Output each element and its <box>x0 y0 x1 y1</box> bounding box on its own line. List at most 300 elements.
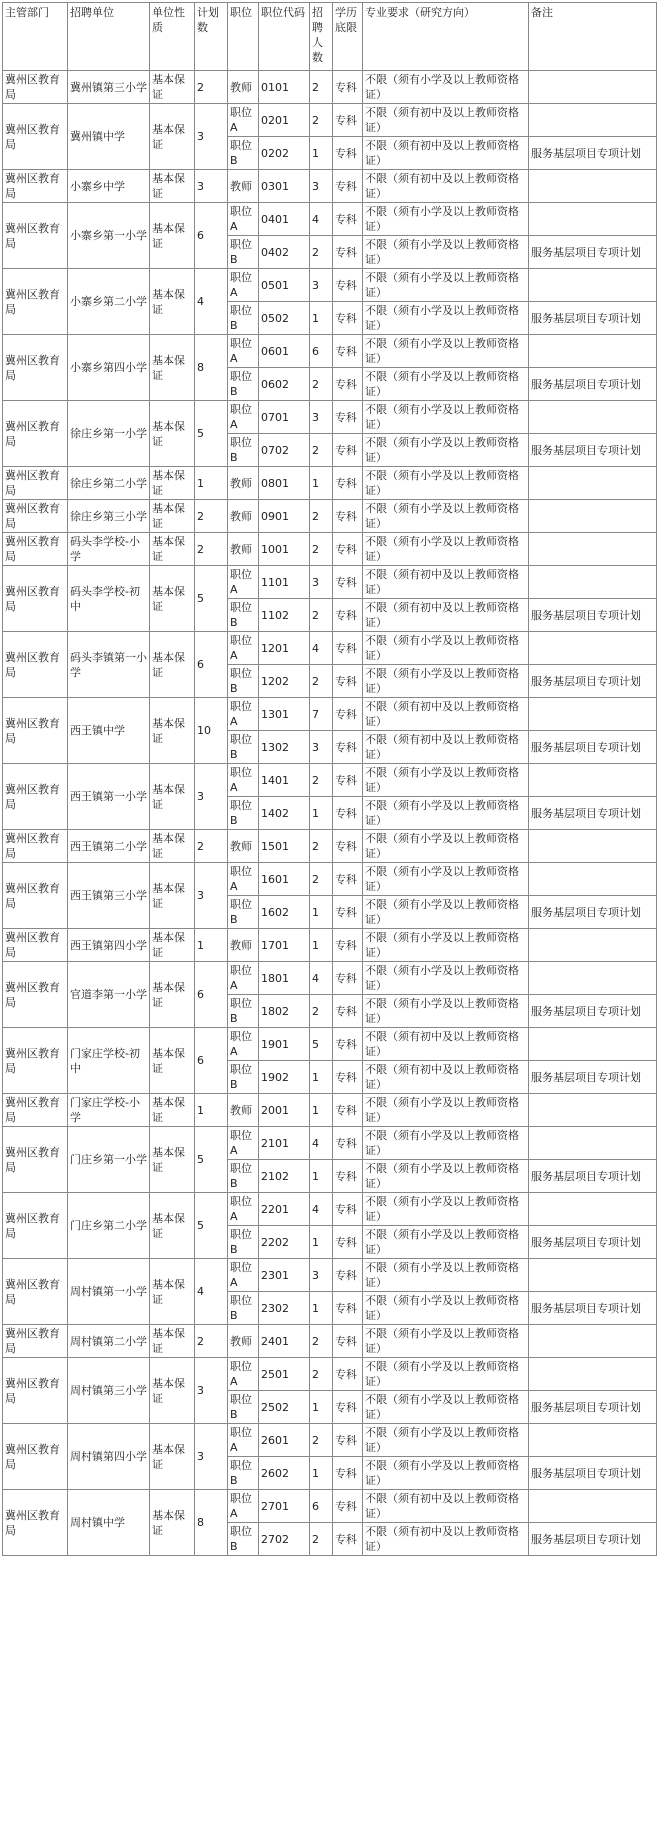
education-cell: 专科 <box>333 1358 363 1391</box>
plan-cell: 4 <box>195 269 228 335</box>
nature-cell: 基本保证 <box>150 962 195 1028</box>
requirement-cell: 不限（须有小学及以上教师资格证） <box>363 1160 529 1193</box>
nature-cell: 基本保证 <box>150 863 195 929</box>
count-cell: 2 <box>310 71 333 104</box>
table-row <box>3 1094 657 1127</box>
plan-cell: 3 <box>195 104 228 170</box>
count-cell: 4 <box>310 1193 333 1226</box>
dept-cell: 冀州区教育局 <box>3 1127 68 1193</box>
count-cell: 4 <box>310 962 333 995</box>
education-cell: 专科 <box>333 500 363 533</box>
position-cell: 职位A <box>228 566 259 599</box>
table-row <box>3 467 657 500</box>
table-row <box>3 929 657 962</box>
note-cell: 服务基层项目专项计划 <box>529 1457 657 1490</box>
dept-cell: 冀州区教育局 <box>3 1358 68 1424</box>
requirement-cell: 不限（须有小学及以上教师资格证） <box>363 71 529 104</box>
requirement-cell: 不限（须有小学及以上教师资格证） <box>363 1457 529 1490</box>
count-cell: 1 <box>310 1457 333 1490</box>
code-cell: 1501 <box>259 830 310 863</box>
requirement-cell: 不限（须有小学及以上教师资格证） <box>363 632 529 665</box>
table-row <box>3 1259 657 1292</box>
note-cell: 服务基层项目专项计划 <box>529 1226 657 1259</box>
requirement-cell: 不限（须有小学及以上教师资格证） <box>363 1424 529 1457</box>
position-cell: 职位B <box>228 302 259 335</box>
position-cell: 职位A <box>228 203 259 236</box>
dept-cell: 冀州区教育局 <box>3 104 68 170</box>
count-cell: 2 <box>310 1358 333 1391</box>
requirement-cell: 不限（须有小学及以上教师资格证） <box>363 500 529 533</box>
table-row <box>3 632 657 665</box>
code-cell: 1602 <box>259 896 310 929</box>
code-cell: 1402 <box>259 797 310 830</box>
education-cell: 专科 <box>333 203 363 236</box>
dept-cell: 冀州区教育局 <box>3 1094 68 1127</box>
unit-cell: 周村镇第二小学 <box>68 1325 150 1358</box>
unit-cell: 小寨乡第二小学 <box>68 269 150 335</box>
unit-cell: 周村镇第一小学 <box>68 1259 150 1325</box>
header-education: 学历底限 <box>333 3 363 71</box>
education-cell: 专科 <box>333 1490 363 1523</box>
code-cell: 0202 <box>259 137 310 170</box>
requirement-cell: 不限（须有小学及以上教师资格证） <box>363 269 529 302</box>
requirement-cell: 不限（须有初中及以上教师资格证） <box>363 599 529 632</box>
position-cell: 职位A <box>228 104 259 137</box>
position-cell: 职位B <box>228 599 259 632</box>
header-count: 招聘人数 <box>310 3 333 71</box>
count-cell: 2 <box>310 104 333 137</box>
requirement-cell: 不限（须有小学及以上教师资格证） <box>363 335 529 368</box>
code-cell: 2601 <box>259 1424 310 1457</box>
education-cell: 专科 <box>333 995 363 1028</box>
requirement-cell: 不限（须有小学及以上教师资格证） <box>363 533 529 566</box>
count-cell: 2 <box>310 1424 333 1457</box>
count-cell: 2 <box>310 599 333 632</box>
position-cell: 职位A <box>228 335 259 368</box>
plan-cell: 6 <box>195 632 228 698</box>
education-cell: 专科 <box>333 599 363 632</box>
education-cell: 专科 <box>333 632 363 665</box>
unit-cell: 西王镇第二小学 <box>68 830 150 863</box>
requirement-cell: 不限（须有小学及以上教师资格证） <box>363 467 529 500</box>
unit-cell: 小寨乡第一小学 <box>68 203 150 269</box>
unit-cell: 码头李学校-小学 <box>68 533 150 566</box>
code-cell: 0701 <box>259 401 310 434</box>
requirement-cell: 不限（须有小学及以上教师资格证） <box>363 830 529 863</box>
plan-cell: 1 <box>195 1094 228 1127</box>
nature-cell: 基本保证 <box>150 1490 195 1556</box>
table-row <box>3 830 657 863</box>
note-cell <box>529 1358 657 1391</box>
unit-cell: 冀州镇第三小学 <box>68 71 150 104</box>
position-cell: 职位A <box>228 698 259 731</box>
requirement-cell: 不限（须有小学及以上教师资格证） <box>363 1259 529 1292</box>
unit-cell: 徐庄乡第二小学 <box>68 467 150 500</box>
unit-cell: 徐庄乡第三小学 <box>68 500 150 533</box>
code-cell: 0301 <box>259 170 310 203</box>
dept-cell: 冀州区教育局 <box>3 764 68 830</box>
nature-cell: 基本保证 <box>150 500 195 533</box>
nature-cell: 基本保证 <box>150 566 195 632</box>
education-cell: 专科 <box>333 269 363 302</box>
requirement-cell: 不限（须有初中及以上教师资格证） <box>363 566 529 599</box>
position-cell: 职位B <box>228 1391 259 1424</box>
position-cell: 职位B <box>228 665 259 698</box>
note-cell <box>529 1424 657 1457</box>
code-cell: 2701 <box>259 1490 310 1523</box>
count-cell: 7 <box>310 698 333 731</box>
code-cell: 2102 <box>259 1160 310 1193</box>
code-cell: 0201 <box>259 104 310 137</box>
education-cell: 专科 <box>333 1259 363 1292</box>
position-cell: 职位A <box>228 1193 259 1226</box>
nature-cell: 基本保证 <box>150 1358 195 1424</box>
note-cell: 服务基层项目专项计划 <box>529 137 657 170</box>
unit-cell: 门庄乡第二小学 <box>68 1193 150 1259</box>
education-cell: 专科 <box>333 335 363 368</box>
count-cell: 2 <box>310 995 333 1028</box>
requirement-cell: 不限（须有小学及以上教师资格证） <box>363 1094 529 1127</box>
education-cell: 专科 <box>333 764 363 797</box>
table-row <box>3 104 657 137</box>
education-cell: 专科 <box>333 962 363 995</box>
table-row <box>3 566 657 599</box>
unit-cell: 官道李第一小学 <box>68 962 150 1028</box>
education-cell: 专科 <box>333 1127 363 1160</box>
unit-cell: 周村镇中学 <box>68 1490 150 1556</box>
requirement-cell: 不限（须有小学及以上教师资格证） <box>363 203 529 236</box>
position-cell: 教师 <box>228 71 259 104</box>
count-cell: 3 <box>310 170 333 203</box>
position-cell: 职位B <box>228 797 259 830</box>
position-cell: 职位B <box>228 1457 259 1490</box>
unit-cell: 码头李学校-初中 <box>68 566 150 632</box>
code-cell: 0602 <box>259 368 310 401</box>
note-cell <box>529 830 657 863</box>
nature-cell: 基本保证 <box>150 1127 195 1193</box>
note-cell: 服务基层项目专项计划 <box>529 731 657 764</box>
header-requirement: 专业要求（研究方向） <box>363 3 529 71</box>
note-cell <box>529 929 657 962</box>
count-cell: 3 <box>310 566 333 599</box>
position-cell: 职位B <box>228 731 259 764</box>
note-cell: 服务基层项目专项计划 <box>529 1523 657 1556</box>
nature-cell: 基本保证 <box>150 1028 195 1094</box>
note-cell <box>529 1325 657 1358</box>
education-cell: 专科 <box>333 368 363 401</box>
count-cell: 4 <box>310 203 333 236</box>
note-cell: 服务基层项目专项计划 <box>529 1061 657 1094</box>
plan-cell: 3 <box>195 170 228 203</box>
dept-cell: 冀州区教育局 <box>3 401 68 467</box>
dept-cell: 冀州区教育局 <box>3 1490 68 1556</box>
table-row <box>3 863 657 896</box>
count-cell: 2 <box>310 236 333 269</box>
education-cell: 专科 <box>333 401 363 434</box>
education-cell: 专科 <box>333 71 363 104</box>
code-cell: 1101 <box>259 566 310 599</box>
plan-cell: 2 <box>195 500 228 533</box>
nature-cell: 基本保证 <box>150 1259 195 1325</box>
note-cell <box>529 401 657 434</box>
count-cell: 2 <box>310 665 333 698</box>
position-cell: 教师 <box>228 1325 259 1358</box>
education-cell: 专科 <box>333 863 363 896</box>
requirement-cell: 不限（须有小学及以上教师资格证） <box>363 1358 529 1391</box>
dept-cell: 冀州区教育局 <box>3 1259 68 1325</box>
nature-cell: 基本保证 <box>150 1193 195 1259</box>
note-cell <box>529 170 657 203</box>
count-cell: 3 <box>310 401 333 434</box>
table-row <box>3 1028 657 1061</box>
nature-cell: 基本保证 <box>150 1424 195 1490</box>
code-cell: 1001 <box>259 533 310 566</box>
requirement-cell: 不限（须有小学及以上教师资格证） <box>363 929 529 962</box>
count-cell: 3 <box>310 269 333 302</box>
education-cell: 专科 <box>333 170 363 203</box>
dept-cell: 冀州区教育局 <box>3 533 68 566</box>
note-cell: 服务基层项目专项计划 <box>529 896 657 929</box>
requirement-cell: 不限（须有小学及以上教师资格证） <box>363 1391 529 1424</box>
education-cell: 专科 <box>333 1226 363 1259</box>
unit-cell: 码头李镇第一小学 <box>68 632 150 698</box>
position-cell: 职位B <box>228 1061 259 1094</box>
unit-cell: 西王镇中学 <box>68 698 150 764</box>
requirement-cell: 不限（须有初中及以上教师资格证） <box>363 731 529 764</box>
code-cell: 1701 <box>259 929 310 962</box>
requirement-cell: 不限（须有初中及以上教师资格证） <box>363 698 529 731</box>
nature-cell: 基本保证 <box>150 533 195 566</box>
plan-cell: 2 <box>195 1325 228 1358</box>
dept-cell: 冀州区教育局 <box>3 830 68 863</box>
code-cell: 1202 <box>259 665 310 698</box>
nature-cell: 基本保证 <box>150 104 195 170</box>
code-cell: 1301 <box>259 698 310 731</box>
unit-cell: 小寨乡中学 <box>68 170 150 203</box>
plan-cell: 1 <box>195 467 228 500</box>
position-cell: 教师 <box>228 467 259 500</box>
header-dept: 主管部门 <box>3 3 68 71</box>
dept-cell: 冀州区教育局 <box>3 467 68 500</box>
dept-cell: 冀州区教育局 <box>3 1424 68 1490</box>
education-cell: 专科 <box>333 731 363 764</box>
requirement-cell: 不限（须有小学及以上教师资格证） <box>363 302 529 335</box>
count-cell: 3 <box>310 731 333 764</box>
note-cell <box>529 1094 657 1127</box>
education-cell: 专科 <box>333 566 363 599</box>
code-cell: 0901 <box>259 500 310 533</box>
position-cell: 职位B <box>228 1160 259 1193</box>
education-cell: 专科 <box>333 1292 363 1325</box>
requirement-cell: 不限（须有小学及以上教师资格证） <box>363 962 529 995</box>
note-cell: 服务基层项目专项计划 <box>529 599 657 632</box>
table-row <box>3 764 657 797</box>
education-cell: 专科 <box>333 1061 363 1094</box>
requirement-cell: 不限（须有小学及以上教师资格证） <box>363 863 529 896</box>
count-cell: 4 <box>310 1127 333 1160</box>
education-cell: 专科 <box>333 104 363 137</box>
header-code: 职位代码 <box>259 3 310 71</box>
note-cell <box>529 1490 657 1523</box>
count-cell: 2 <box>310 764 333 797</box>
plan-cell: 3 <box>195 863 228 929</box>
dept-cell: 冀州区教育局 <box>3 269 68 335</box>
note-cell: 服务基层项目专项计划 <box>529 1292 657 1325</box>
requirement-cell: 不限（须有小学及以上教师资格证） <box>363 434 529 467</box>
count-cell: 1 <box>310 467 333 500</box>
education-cell: 专科 <box>333 896 363 929</box>
header-position: 职位 <box>228 3 259 71</box>
requirement-cell: 不限（须有初中及以上教师资格证） <box>363 1490 529 1523</box>
plan-cell: 6 <box>195 203 228 269</box>
code-cell: 2301 <box>259 1259 310 1292</box>
position-cell: 教师 <box>228 533 259 566</box>
plan-cell: 2 <box>195 71 228 104</box>
position-cell: 职位A <box>228 1424 259 1457</box>
table-row <box>3 1490 657 1523</box>
code-cell: 0401 <box>259 203 310 236</box>
requirement-cell: 不限（须有小学及以上教师资格证） <box>363 995 529 1028</box>
code-cell: 2202 <box>259 1226 310 1259</box>
requirement-cell: 不限（须有小学及以上教师资格证） <box>363 665 529 698</box>
count-cell: 1 <box>310 1391 333 1424</box>
position-cell: 教师 <box>228 1094 259 1127</box>
count-cell: 1 <box>310 797 333 830</box>
position-cell: 职位A <box>228 269 259 302</box>
dept-cell: 冀州区教育局 <box>3 863 68 929</box>
unit-cell: 周村镇第四小学 <box>68 1424 150 1490</box>
table-row <box>3 401 657 434</box>
dept-cell: 冀州区教育局 <box>3 1325 68 1358</box>
table-row <box>3 203 657 236</box>
dept-cell: 冀州区教育局 <box>3 962 68 1028</box>
position-cell: 职位A <box>228 1490 259 1523</box>
note-cell <box>529 533 657 566</box>
table-row <box>3 1127 657 1160</box>
education-cell: 专科 <box>333 1160 363 1193</box>
nature-cell: 基本保证 <box>150 929 195 962</box>
plan-cell: 3 <box>195 1358 228 1424</box>
education-cell: 专科 <box>333 1523 363 1556</box>
table-row <box>3 962 657 995</box>
code-cell: 1901 <box>259 1028 310 1061</box>
table-row <box>3 533 657 566</box>
position-cell: 教师 <box>228 170 259 203</box>
education-cell: 专科 <box>333 1424 363 1457</box>
count-cell: 2 <box>310 434 333 467</box>
code-cell: 2501 <box>259 1358 310 1391</box>
note-cell <box>529 1127 657 1160</box>
position-cell: 职位A <box>228 962 259 995</box>
requirement-cell: 不限（须有初中及以上教师资格证） <box>363 170 529 203</box>
dept-cell: 冀州区教育局 <box>3 335 68 401</box>
dept-cell: 冀州区教育局 <box>3 500 68 533</box>
code-cell: 0101 <box>259 71 310 104</box>
education-cell: 专科 <box>333 302 363 335</box>
nature-cell: 基本保证 <box>150 764 195 830</box>
unit-cell: 西王镇第三小学 <box>68 863 150 929</box>
education-cell: 专科 <box>333 830 363 863</box>
education-cell: 专科 <box>333 1325 363 1358</box>
plan-cell: 8 <box>195 1490 228 1556</box>
position-cell: 职位B <box>228 896 259 929</box>
note-cell <box>529 269 657 302</box>
nature-cell: 基本保证 <box>150 335 195 401</box>
nature-cell: 基本保证 <box>150 632 195 698</box>
requirement-cell: 不限（须有小学及以上教师资格证） <box>363 797 529 830</box>
count-cell: 1 <box>310 1292 333 1325</box>
position-cell: 职位A <box>228 863 259 896</box>
nature-cell: 基本保证 <box>150 698 195 764</box>
education-cell: 专科 <box>333 434 363 467</box>
header-unit: 招聘单位 <box>68 3 150 71</box>
plan-cell: 5 <box>195 566 228 632</box>
count-cell: 1 <box>310 929 333 962</box>
count-cell: 2 <box>310 830 333 863</box>
code-cell: 0501 <box>259 269 310 302</box>
note-cell: 服务基层项目专项计划 <box>529 1391 657 1424</box>
unit-cell: 西王镇第一小学 <box>68 764 150 830</box>
requirement-cell: 不限（须有小学及以上教师资格证） <box>363 1127 529 1160</box>
plan-cell: 4 <box>195 1259 228 1325</box>
code-cell: 0601 <box>259 335 310 368</box>
requirement-cell: 不限（须有小学及以上教师资格证） <box>363 236 529 269</box>
recruitment-table <box>2 2 657 1556</box>
nature-cell: 基本保证 <box>150 467 195 500</box>
requirement-cell: 不限（须有初中及以上教师资格证） <box>363 1061 529 1094</box>
table-row <box>3 1424 657 1457</box>
education-cell: 专科 <box>333 929 363 962</box>
position-cell: 教师 <box>228 500 259 533</box>
code-cell: 2502 <box>259 1391 310 1424</box>
position-cell: 职位A <box>228 1127 259 1160</box>
position-cell: 教师 <box>228 929 259 962</box>
unit-cell: 周村镇第三小学 <box>68 1358 150 1424</box>
nature-cell: 基本保证 <box>150 203 195 269</box>
code-cell: 2602 <box>259 1457 310 1490</box>
plan-cell: 2 <box>195 533 228 566</box>
header-nature: 单位性质 <box>150 3 195 71</box>
dept-cell: 冀州区教育局 <box>3 698 68 764</box>
count-cell: 1 <box>310 1160 333 1193</box>
plan-cell: 6 <box>195 1028 228 1094</box>
note-cell <box>529 566 657 599</box>
table-row <box>3 1325 657 1358</box>
plan-cell: 5 <box>195 401 228 467</box>
position-cell: 职位B <box>228 995 259 1028</box>
education-cell: 专科 <box>333 1028 363 1061</box>
nature-cell: 基本保证 <box>150 401 195 467</box>
unit-cell: 门庄乡第一小学 <box>68 1127 150 1193</box>
note-cell <box>529 335 657 368</box>
education-cell: 专科 <box>333 137 363 170</box>
note-cell: 服务基层项目专项计划 <box>529 797 657 830</box>
requirement-cell: 不限（须有小学及以上教师资格证） <box>363 401 529 434</box>
dept-cell: 冀州区教育局 <box>3 71 68 104</box>
requirement-cell: 不限（须有小学及以上教师资格证） <box>363 1292 529 1325</box>
plan-cell: 3 <box>195 1424 228 1490</box>
note-cell: 服务基层项目专项计划 <box>529 236 657 269</box>
table-row <box>3 1193 657 1226</box>
header-row <box>3 3 657 71</box>
dept-cell: 冀州区教育局 <box>3 1193 68 1259</box>
header-plan: 计划数 <box>195 3 228 71</box>
position-cell: 职位B <box>228 236 259 269</box>
nature-cell: 基本保证 <box>150 830 195 863</box>
nature-cell: 基本保证 <box>150 1325 195 1358</box>
position-cell: 教师 <box>228 830 259 863</box>
table-row <box>3 698 657 731</box>
